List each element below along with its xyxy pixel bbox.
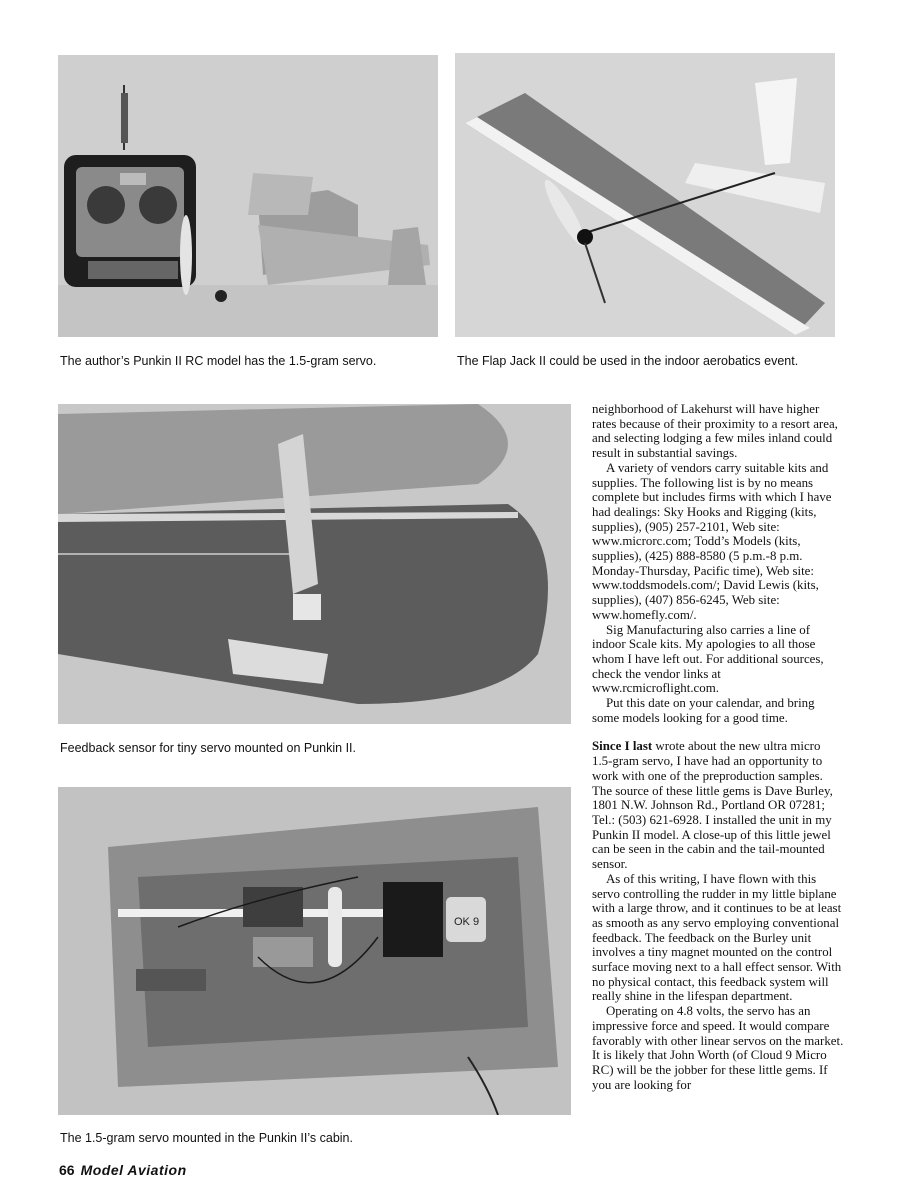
article-column (592, 402, 844, 1092)
paragraph: neighborhood of Lakehurst will have higher rates because of their proximity to a resort area, and selecting lodging a few miles inland could result in substantial savings. (592, 402, 838, 461)
figure-caption: The Flap Jack II could be used in the indoor aerobatics event. (457, 354, 799, 368)
figure-caption: The 1.5-gram servo mounted in the Punkin II’s cabin. (60, 1131, 353, 1145)
paragraph: As of this writing, I have flown with this servo controlling the rudder in my little biplane with a large throw, and it continues to be at least as smooth as any servo employing conventional feedback. The feedback on the Burley unit involves a tiny magnet mounted on the control surface moving next to a hall effect sensor. With no physical contact, this feedback system will really shine in the lifespan department. (592, 871, 842, 1004)
page-footer (59, 1162, 187, 1178)
photo-flap-jack (455, 53, 835, 337)
servo-sticker-label: OK 9 (454, 916, 480, 928)
magazine-title: Model Aviation (80, 1162, 187, 1178)
paragraph-text: wrote about the new ultra micro 1.5-gram servo, I have had an opportunity to work with one of the preproduction samples. The source of these little gems is Dave Burley, 1801 N.W. Johnson Rd., Portland OR 07281; Tel.: (503) 621-6928. I installed the unit in my Punkin II model. A close-up of this little jewel can be seen in the cabin and the tail-mounted sensor. (592, 739, 833, 872)
page-number: 66 (59, 1162, 75, 1178)
photo-cabin-servo (58, 787, 571, 1115)
paragraph: Operating on 4.8 volts, the servo has an impressive force and speed. It would compare favorably with other linear servos on the market. It is likely that John Worth (of Cloud 9 Micro RC) will be the jobber for these little gems. If you are looking for (592, 1004, 844, 1092)
paragraph: Sig Manufacturing also carries a line of indoor Scale kits. My apologies to all those whom I have left out. For additional sources, check the vendor links at www.rcmicroflight.com. (592, 622, 824, 696)
paragraph: A variety of vendors carry suitable kits and supplies. The following list is by no means complete but includes firms with which I have had dealings: Sky Hooks and Rigging (kits, supplies), (905) 257-2101, Web site: www.microrc.com; Todd’s Models (kits, supplies), (425) 888-8580 (5 p.m.-8 p.m. Monday-Thursday, Pacific time), Web site: www.toddsmodels.com/; David Lewis (kits, supplies), (407) 856-6245, Web site: www.homefly.com/. (592, 460, 832, 622)
paragraph: Put this date on your calendar, and bring some models looking for a good time. (592, 696, 815, 725)
figure-caption: The author’s Punkin II RC model has the 1.5-gram servo. (60, 354, 377, 368)
figure-caption: Feedback sensor for tiny servo mounted on Punkin II. (60, 741, 356, 755)
photo-feedback-sensor (58, 404, 571, 724)
photo-punkin-transmitter (58, 55, 438, 337)
lead-in: Since I last (592, 739, 653, 754)
paragraph (592, 739, 844, 871)
